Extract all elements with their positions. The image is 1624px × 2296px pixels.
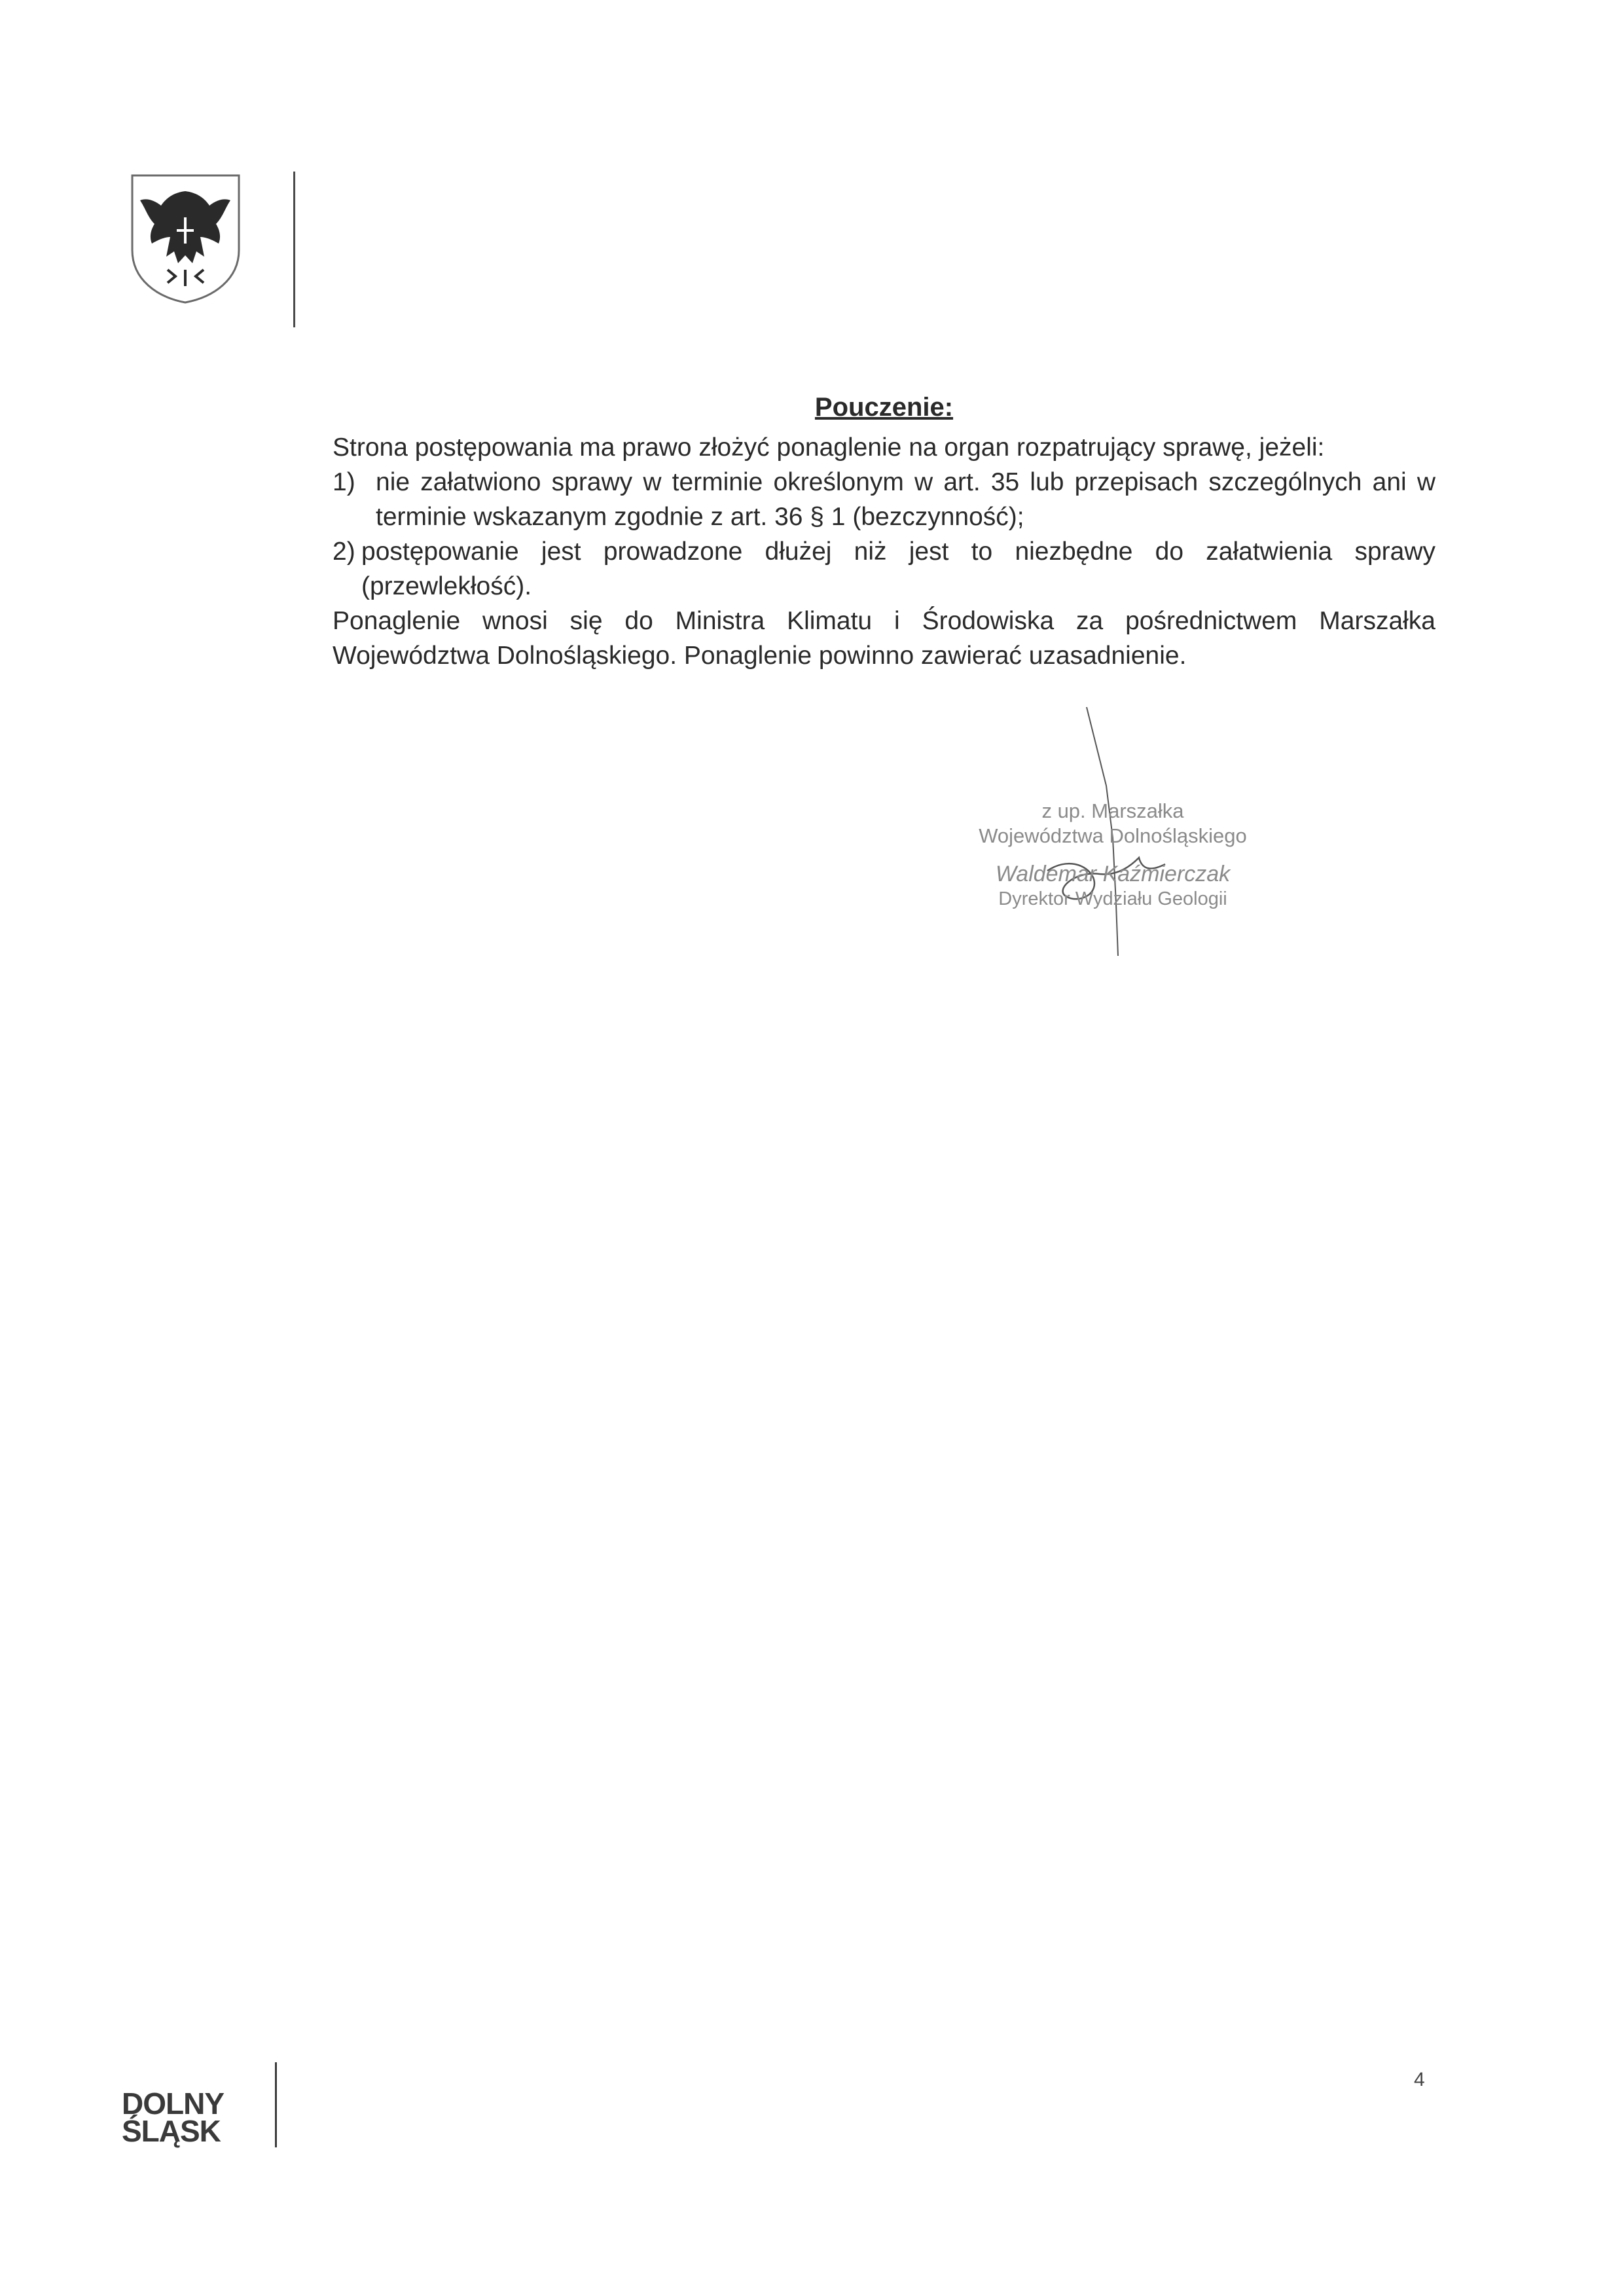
footer-logo-line2: ŚLĄSK <box>122 2114 221 2148</box>
footer-divider <box>275 2062 277 2147</box>
signature-office: Województwa Dolnośląskiego <box>979 824 1247 847</box>
footer-logo <box>122 2086 224 2148</box>
instruction-intro: Strona postępowania ma prawo złożyć ponaglenie na organ rozpatrujący sprawę, jeżeli: <box>333 433 1325 462</box>
signature-title: Dyrektor Wydziału Geologii <box>998 888 1227 909</box>
list-item-text: nie załatwiono sprawy w terminie określonym w art. 35 lub przepisach szczególnych ani w terminie wskazanym zgodnie z art. 36 § 1 (bezczynność); <box>376 468 1435 531</box>
list-item <box>333 465 1435 534</box>
footer-logo-line1: DOLNY <box>122 2086 224 2121</box>
coat-of-arms-icon <box>128 172 243 306</box>
instruction-heading: Pouczenie: <box>814 393 954 422</box>
signature-block <box>916 799 1309 911</box>
list-item <box>333 534 1435 604</box>
signature-name: Waldemar Kaźmierczak <box>995 862 1231 886</box>
instruction-closing: Ponaglenie wnosi się do Ministra Klimatu i Środowiska za pośrednictwem Marszałka Województwa Dolnośląskiego. Ponaglenie powinno zawierać uzasadnienie. <box>333 607 1435 670</box>
header-divider <box>293 172 295 327</box>
page-number: 4 <box>1414 2069 1425 2090</box>
list-item-number: 1) <box>333 468 355 496</box>
signature-authorization: z up. Marszałka <box>1041 799 1184 822</box>
instruction-section <box>333 390 1435 673</box>
list-item-text: postępowanie jest prowadzone dłużej niż jest to niezbędne do załatwienia sprawy (przewlekłość). <box>361 538 1435 600</box>
list-item-number: 2) <box>333 538 355 566</box>
